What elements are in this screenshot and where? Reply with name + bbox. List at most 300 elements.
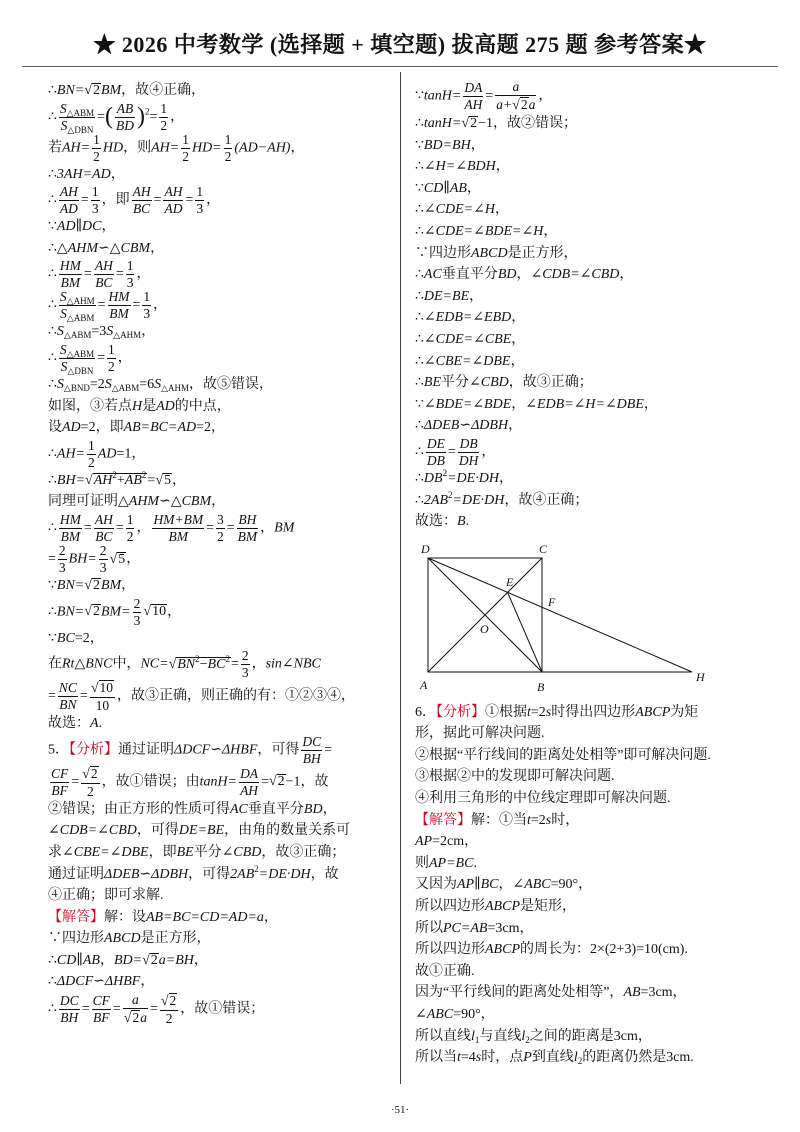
- text-run: 设: [48, 420, 62, 436]
- text-run: 若: [48, 140, 62, 156]
- text-run: ，即: [101, 192, 130, 208]
- text-run: =: [206, 520, 214, 536]
- math-run: S: [59, 289, 67, 305]
- text-run: ，: [466, 180, 481, 196]
- text-run: 1: [160, 100, 168, 116]
- text-run: 2: [217, 528, 224, 544]
- text-run: 所以: [415, 920, 443, 936]
- math-run: CF: [92, 993, 110, 1009]
- text-run: ∴: [48, 520, 57, 536]
- text-run: =: [71, 774, 80, 790]
- fraction-denominator: [126, 274, 135, 290]
- text-run: =2，: [196, 420, 226, 436]
- fraction: [94, 513, 114, 544]
- text-run: ，: [110, 166, 125, 182]
- text-run: =: [149, 109, 158, 125]
- math-run: BH: [302, 750, 321, 766]
- text-line: [415, 286, 777, 308]
- text-line: [415, 135, 777, 157]
- fraction-numerator: [142, 290, 151, 305]
- text-run: ，: [193, 952, 208, 968]
- text-run: 是正方形，: [140, 931, 211, 947]
- math-run: t: [527, 704, 531, 720]
- text-line: [48, 491, 393, 513]
- text-run: 2: [92, 83, 100, 98]
- fraction-numerator: [132, 185, 152, 200]
- math-run: AH: [59, 184, 78, 200]
- math-run: AD: [59, 201, 78, 217]
- text-run: =: [97, 298, 106, 314]
- math-run: B: [457, 514, 466, 530]
- text-run: −: [199, 656, 208, 672]
- math-run: BN: [59, 697, 77, 713]
- text-line: [48, 597, 393, 628]
- text-run: =2: [89, 376, 105, 392]
- radical-sign: √: [155, 472, 163, 488]
- fraction-numerator: [163, 185, 183, 200]
- math-run: BD: [303, 801, 323, 817]
- math-run: S: [56, 324, 64, 340]
- fraction-denominator: [241, 664, 250, 680]
- radicand: [99, 680, 115, 695]
- section-tag: 【分析】: [436, 704, 485, 720]
- math-run: ABCD: [471, 245, 508, 261]
- fraction-denominator: [152, 528, 204, 544]
- point-label-f: F: [548, 594, 556, 609]
- text-line: [415, 745, 777, 767]
- text-run: 如图，③若点: [48, 398, 132, 414]
- fraction: [216, 513, 225, 544]
- math-run: DH: [458, 452, 479, 468]
- math-run: =DE·DH: [447, 470, 499, 486]
- fraction-denominator: [59, 358, 95, 374]
- math-run: a=BH: [158, 952, 194, 968]
- superscript: 2: [225, 653, 230, 664]
- text-run: ，: [136, 267, 151, 283]
- fraction-denominator: [195, 200, 204, 216]
- fraction: [58, 681, 78, 712]
- fraction-numerator: [92, 994, 111, 1009]
- square-root: [110, 549, 127, 571]
- radicand: [131, 1010, 140, 1025]
- text-run: ∴: [415, 331, 424, 347]
- math-run: ∠EDB=∠H=∠DBE: [525, 396, 644, 412]
- math-run: △AHM∽△CBM: [56, 240, 151, 256]
- fraction-numerator: [301, 735, 322, 750]
- math-run: DA: [240, 765, 259, 781]
- text-run: ，: [101, 219, 116, 235]
- fraction-denominator: [463, 96, 483, 112]
- text-run: ，: [251, 656, 266, 672]
- text-line: [415, 723, 777, 745]
- text-line: [48, 321, 393, 343]
- fraction-numerator: [92, 133, 101, 148]
- text-line: [415, 810, 777, 832]
- text-run: ∴: [415, 267, 424, 283]
- text-line: [48, 799, 393, 821]
- text-run: ∴: [415, 353, 424, 369]
- fraction: [59, 513, 82, 544]
- text-run: ，: [99, 952, 114, 968]
- text-run: 的周长为：2×(2+3)=10(cm).: [520, 942, 688, 958]
- fraction-numerator: [159, 102, 168, 117]
- text-line: [415, 918, 777, 940]
- text-run: =: [48, 688, 56, 704]
- math-run: AH: [94, 511, 113, 527]
- text-run: ∴: [415, 444, 424, 460]
- math-run: BM: [168, 528, 189, 544]
- fraction: [94, 259, 114, 290]
- math-run: AB: [116, 100, 134, 116]
- math-run: ABCD: [104, 931, 141, 947]
- text-run: =: [115, 520, 124, 536]
- text-run: =2: [530, 704, 546, 720]
- text-run: =: [230, 656, 239, 672]
- text-run: =: [81, 1001, 90, 1017]
- math-run: DE=BE: [178, 823, 225, 839]
- text-run: 则: [415, 855, 429, 871]
- radicand: [117, 552, 126, 567]
- math-run: DC: [302, 733, 322, 749]
- fraction-numerator: [91, 185, 100, 200]
- fraction: [92, 133, 101, 164]
- text-line: [415, 199, 777, 221]
- text-run: =: [185, 192, 194, 208]
- text-run: ∵: [415, 137, 424, 153]
- text-run: 3: [91, 201, 99, 217]
- math-run: ∠CBE=∠DBE: [62, 844, 149, 860]
- fraction: [495, 80, 536, 113]
- text-run: ④正确；即可求解.: [48, 888, 164, 904]
- radical-sign: √: [512, 98, 520, 113]
- text-run: 时，: [551, 812, 580, 828]
- text-line: [415, 874, 777, 896]
- text-run: ∴: [48, 376, 57, 392]
- radicand: [92, 578, 101, 593]
- fraction-numerator: [133, 597, 142, 612]
- math-run: DA: [464, 80, 483, 95]
- math-run: BN: [177, 656, 196, 672]
- fraction: [239, 767, 259, 798]
- math-run: tanH=: [199, 774, 238, 790]
- square-root: [124, 1010, 140, 1026]
- text-run: =: [80, 192, 89, 208]
- text-run: ∴: [415, 223, 424, 239]
- text-line: [415, 243, 777, 265]
- square-root: [161, 993, 177, 1009]
- text-line: [48, 185, 393, 216]
- math-run: BH: [60, 1010, 79, 1026]
- subscript: △ABM: [66, 348, 95, 359]
- fraction-denominator: [133, 612, 142, 628]
- text-run: ∴: [48, 350, 57, 366]
- text-run: ∴: [415, 159, 424, 175]
- text-line: [415, 178, 777, 200]
- text-line: [415, 113, 777, 135]
- text-run: ∵: [415, 396, 424, 412]
- math-run: =DE·DH: [452, 492, 505, 508]
- text-run: ，: [469, 288, 484, 304]
- text-run: =: [226, 520, 235, 536]
- fraction-denominator: [159, 117, 168, 133]
- text-line: [415, 351, 777, 373]
- text-line: [415, 372, 777, 394]
- text-run: 平分: [193, 844, 222, 860]
- text-run: ，: [516, 267, 531, 283]
- geometry-figure: [415, 540, 715, 698]
- radical-sign: √: [85, 472, 93, 488]
- text-line: [48, 766, 393, 799]
- text-run: =: [132, 298, 141, 314]
- math-run: AD: [97, 446, 117, 462]
- fraction-numerator: [123, 993, 148, 1008]
- math-run: AD: [62, 420, 81, 436]
- math-run: ABCP: [635, 704, 671, 720]
- fraction: [463, 81, 483, 112]
- text-run: ，: [211, 494, 226, 510]
- text-run: 是矩形，: [520, 899, 576, 915]
- text-line: [48, 950, 393, 972]
- square-root: [461, 113, 478, 135]
- text-run: .: [465, 514, 470, 530]
- text-run: ，故③正确；: [261, 844, 346, 860]
- right-column-bottom-lines: [415, 702, 777, 1069]
- fraction: [59, 102, 95, 133]
- text-run: =: [83, 267, 92, 283]
- math-run: AC: [230, 801, 248, 817]
- fraction-denominator: [132, 200, 152, 216]
- subscript: △ABM: [111, 382, 140, 393]
- page-title: ★ 2026 中考数学 (选择题 + 填空题) 拔高题 275 题 参考答案★: [93, 32, 707, 57]
- text-run: =3: [91, 324, 107, 340]
- text-run: ∴: [415, 470, 424, 486]
- square-root: [84, 601, 101, 623]
- math-run: BD: [116, 117, 135, 133]
- text-run: 时得出四边形: [551, 704, 636, 720]
- text-run: 通过证明: [118, 742, 174, 758]
- math-run: tanH=: [423, 116, 462, 131]
- text-run: ①根据: [485, 704, 527, 720]
- big-delimiter: ): [137, 103, 146, 130]
- radicand: [93, 469, 148, 488]
- fraction: [163, 185, 183, 216]
- math-run: 3AH=AD: [56, 166, 111, 182]
- radical-sign: √: [160, 994, 169, 1010]
- text-run: ∵: [48, 630, 57, 646]
- text-line: [48, 971, 393, 993]
- math-run: BM=: [100, 604, 131, 620]
- text-run: ∴: [48, 974, 57, 990]
- math-run: AH=: [62, 140, 91, 156]
- text-run: ，: [498, 877, 513, 893]
- math-run: BE: [423, 375, 442, 391]
- text-line: [415, 853, 777, 875]
- text-run: 10: [152, 604, 167, 620]
- text-run: 1: [182, 131, 189, 147]
- math-run: a: [140, 1010, 147, 1026]
- fraction-numerator: [90, 680, 115, 697]
- text-line: [48, 396, 393, 418]
- fraction-numerator: [463, 81, 483, 96]
- text-line: [415, 156, 777, 178]
- text-line: [415, 702, 777, 724]
- math-run: a: [131, 992, 139, 1008]
- fraction: [59, 994, 80, 1025]
- text-run: =3cm，: [640, 985, 687, 1001]
- math-run: ∠CBD: [221, 844, 262, 860]
- text-run: ，: [511, 396, 526, 412]
- text-run: 与直线: [479, 1028, 522, 1044]
- text-run: ，: [322, 801, 337, 817]
- math-run: AD∥DC: [56, 219, 102, 235]
- fraction: [126, 259, 135, 290]
- subscript: △ABM: [63, 330, 92, 341]
- math-run: ∠ABC: [415, 1007, 454, 1022]
- math-run: BM: [60, 275, 81, 291]
- math-run: ∠CBD: [469, 375, 509, 391]
- text-run: =2，: [74, 630, 104, 646]
- text-line: [415, 1004, 777, 1026]
- math-run: t: [457, 1050, 461, 1066]
- text-line: [415, 788, 777, 810]
- fraction: [59, 289, 96, 324]
- math-run: S: [154, 376, 162, 392]
- text-run: ∴: [48, 109, 57, 125]
- fraction: [87, 439, 96, 470]
- text-line: [415, 329, 777, 351]
- text-run: =: [324, 742, 333, 758]
- math-run: AD: [156, 398, 175, 414]
- text-run: ，故⑤错误，: [189, 376, 274, 392]
- math-run: S: [59, 100, 67, 116]
- fraction-numerator: [108, 290, 131, 305]
- text-line: [415, 766, 777, 788]
- text-line: [48, 907, 393, 929]
- math-run: l: [471, 1028, 475, 1044]
- math-run: ∠H=∠BDH: [423, 159, 496, 175]
- fraction-denominator: [58, 559, 67, 575]
- text-run: =2，即: [80, 420, 124, 436]
- text-run: 3: [217, 511, 224, 527]
- text-run: 2: [169, 993, 177, 1009]
- math-run: BM: [100, 577, 122, 593]
- fraction-numerator: [426, 437, 446, 452]
- fraction-denominator: [59, 1009, 80, 1025]
- radical-sign: √: [142, 952, 150, 968]
- fraction-numerator: [126, 259, 135, 274]
- text-run: 5．: [48, 742, 69, 758]
- fraction-denominator: [216, 528, 225, 544]
- math-run: ΔDEB∽ΔDBH: [104, 866, 189, 882]
- square-root: [82, 766, 98, 782]
- fraction-denominator: [126, 528, 135, 544]
- text-line: [48, 133, 393, 164]
- fraction-denominator: [90, 697, 115, 713]
- text-run: ，: [263, 909, 278, 925]
- text-run: =: [149, 1001, 158, 1017]
- subscript: △BND: [63, 382, 90, 393]
- fraction-denominator: [115, 117, 135, 133]
- text-run: ∵: [415, 88, 424, 104]
- math-run: DC: [59, 993, 79, 1009]
- fraction: [108, 290, 131, 321]
- text-run: ∵四边形: [415, 245, 471, 261]
- radical-sign: √: [90, 681, 99, 697]
- text-run: −1，故②错误；: [478, 116, 577, 131]
- superscript: 2: [448, 489, 453, 500]
- subscript: △DBN: [67, 365, 94, 376]
- text-run: 所以直线: [415, 1028, 471, 1044]
- text-run: 2: [92, 604, 100, 620]
- text-run: .: [98, 716, 103, 732]
- text-run: 2: [126, 528, 134, 544]
- text-run: ∴: [415, 492, 424, 508]
- text-run: =: [97, 109, 106, 125]
- fraction-numerator: [58, 544, 67, 559]
- text-run: =90°，: [453, 1007, 495, 1022]
- text-line: [48, 164, 393, 186]
- point-label-c: C: [539, 541, 548, 556]
- math-run: CF: [51, 765, 69, 781]
- fraction: [237, 513, 259, 544]
- text-run: ，: [153, 298, 168, 314]
- text-run: 垂直平分: [441, 267, 498, 283]
- math-run: BH: [238, 511, 257, 527]
- math-run: BF: [92, 1010, 110, 1026]
- math-run: s: [545, 812, 552, 828]
- math-run: ∠ABC: [512, 877, 551, 893]
- fraction-numerator: [241, 649, 250, 664]
- text-line: [415, 1026, 777, 1048]
- text-run: ，故: [310, 866, 339, 882]
- text-run: ，: [121, 577, 136, 593]
- text-line: [48, 102, 393, 133]
- math-run: (AD−AH): [234, 140, 291, 156]
- text-run: 2: [277, 774, 285, 790]
- fraction: [59, 343, 95, 374]
- text-run: ，: [494, 202, 509, 218]
- math-run: BC: [95, 528, 113, 544]
- fraction-numerator: [224, 133, 233, 148]
- math-run: HM: [59, 511, 81, 527]
- text-run: 1: [126, 258, 134, 274]
- text-run: ∴: [48, 952, 57, 968]
- text-run: ，: [167, 604, 182, 620]
- fraction-denominator: [107, 358, 116, 374]
- radical-sign: √: [168, 656, 177, 672]
- text-run: 2: [470, 116, 478, 131]
- math-run: A: [90, 716, 99, 732]
- fraction-numerator: [87, 439, 96, 454]
- text-run: 5: [164, 472, 171, 488]
- fraction-numerator: [495, 80, 536, 95]
- text-run: 为矩: [670, 704, 699, 720]
- text-run: ∵: [48, 577, 57, 593]
- text-run: ，: [619, 267, 634, 283]
- subscript: △ABM: [66, 107, 95, 118]
- math-run: ΔDCF∽ΔHBF: [174, 742, 258, 758]
- fraction: [126, 513, 135, 544]
- text-run: 是: [142, 398, 157, 414]
- text-run: ，: [170, 109, 185, 125]
- text-run: =2cm，: [432, 834, 479, 850]
- text-run: ④利用三角形的中位线定理即可解决问题.: [415, 791, 671, 807]
- math-run: ABCP: [485, 942, 520, 958]
- math-run: AP=BC: [429, 855, 474, 871]
- text-run: =4: [460, 1050, 476, 1066]
- math-run: DE=BE: [423, 288, 470, 304]
- column-divider: [400, 72, 401, 1084]
